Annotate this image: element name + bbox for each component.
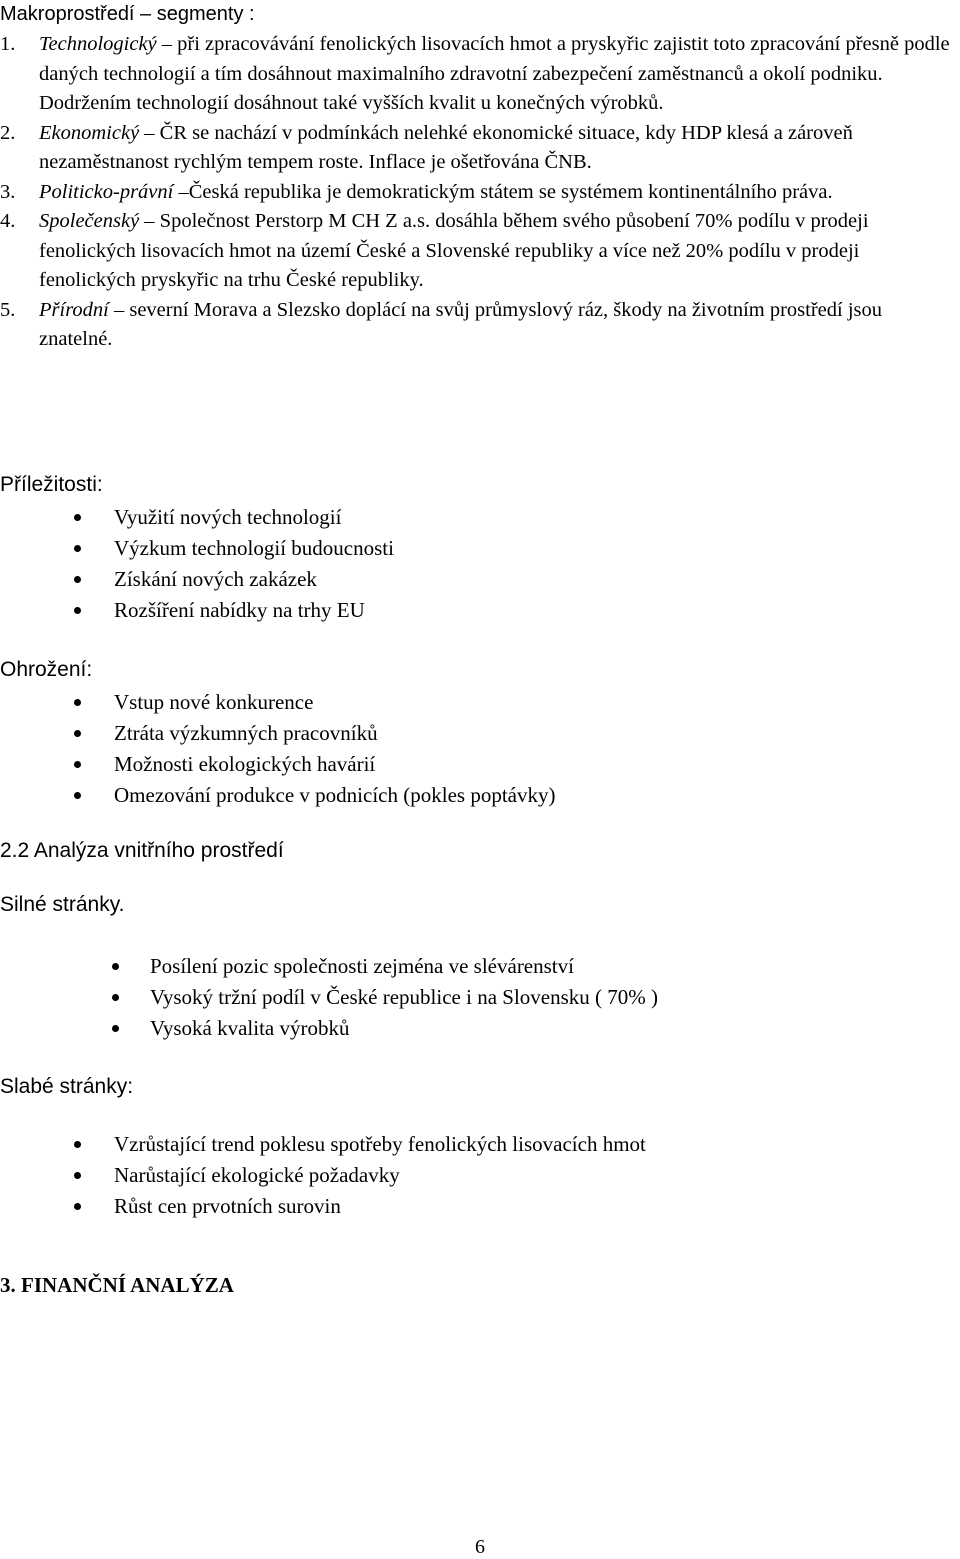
internal-analysis-heading: 2.2 Analýza vnitřního prostředí: [0, 839, 284, 862]
bullet-icon: [112, 1025, 119, 1032]
list-item-text: Vysoký tržní podíl v České republice i na Slovensku ( 70% ): [150, 985, 658, 1009]
list-item: [74, 1160, 646, 1191]
weaknesses-heading: Slabé stránky:: [0, 1075, 134, 1098]
bullet-icon: [74, 1203, 81, 1210]
segment-number: 2.: [0, 121, 16, 144]
threats-heading: Ohrožení:: [0, 658, 93, 681]
segment-item: [0, 119, 960, 178]
list-item-text: Posílení pozic společnosti zejména ve slévárenství: [150, 954, 574, 978]
strengths-heading: Silné stránky.: [0, 893, 125, 916]
list-item: [74, 1129, 646, 1160]
segment-separator: –: [108, 298, 130, 321]
segment-text: Česká republika je demokratickým státem se systémem kontinentálního práva.: [188, 180, 833, 203]
list-item-text: Vzrůstající trend poklesu spotřeby fenolických lisovacích hmot: [114, 1132, 646, 1156]
segment-item: [0, 207, 960, 296]
segment-text: Společnost Perstorp M CH Z a.s. dosáhla během svého působení 70% podílu v prodeji fenolických lisovacích hmot na území České a Slovenské republiky a více než 20% podílu v prodeji fenolických pryskyřic na trhu České republiky.: [39, 210, 869, 291]
list-item: [74, 687, 555, 718]
list-item-text: Získání nových zakázek: [114, 567, 317, 591]
segment-text: ČR se nachází v podmínkách nelehké ekonomické situace, kdy HDP klesá a zároveň nezaměstnanost rychlým tempem roste. Inflace je ošetřována ČNB.: [39, 121, 853, 173]
list-item: [112, 1013, 658, 1044]
strengths-list: [112, 951, 658, 1044]
segment-name: Přírodní: [39, 298, 109, 321]
segment-number: 5.: [0, 298, 16, 321]
segment-text: severní Morava a Slezsko doplácí na svůj průmyslový ráz, škody na životním prostředí jsou znatelné.: [39, 298, 883, 350]
segment-separator: –: [173, 180, 189, 203]
list-item: [74, 533, 394, 564]
opportunities-list: [74, 502, 394, 626]
list-item: [74, 780, 555, 811]
list-item-text: Narůstající ekologické požadavky: [114, 1163, 400, 1187]
list-item-text: Ztráta výzkumných pracovníků: [114, 721, 378, 745]
segment-number: 3.: [0, 180, 16, 203]
list-item: [74, 564, 394, 595]
list-item-text: Využití nových technologií: [114, 505, 342, 529]
segment-name: Politicko-právní: [39, 180, 174, 203]
segment-number: 1.: [0, 33, 16, 55]
segment-separator: –: [139, 210, 160, 232]
section-header: Makroprostředí – segmenty :: [0, 3, 255, 25]
segment-name: Společenský: [39, 210, 140, 232]
bullet-icon: [74, 607, 81, 614]
bullet-icon: [74, 576, 81, 583]
bullet-icon: [74, 1172, 81, 1179]
segment-item: [0, 296, 960, 355]
list-item-text: Omezování produkce v podnicích (pokles poptávky): [114, 783, 556, 807]
list-item: [112, 982, 658, 1013]
threats-list: [74, 687, 555, 811]
bullet-icon: [74, 1141, 81, 1148]
bullet-icon: [74, 730, 81, 737]
segment-item: [0, 178, 960, 208]
bullet-icon: [74, 792, 81, 799]
bullet-icon: [74, 699, 81, 706]
list-item: [74, 502, 394, 533]
list-item: [112, 951, 658, 982]
list-item-text: Výzkum technologií budoucnosti: [114, 536, 394, 560]
opportunities-heading: Příležitosti:: [0, 473, 103, 496]
segment-name: Ekonomický: [39, 121, 140, 144]
segment-name: Technologický: [39, 33, 157, 55]
list-item: [74, 749, 555, 780]
list-item-text: Rozšíření nabídky na trhy EU: [114, 598, 365, 622]
list-item-text: Vysoká kvalita výrobků: [150, 1016, 350, 1040]
bullet-icon: [112, 963, 119, 970]
segment-item: [0, 30, 960, 119]
weaknesses-list: [74, 1129, 646, 1222]
list-item-text: Růst cen prvotních surovin: [114, 1194, 341, 1218]
list-item: [74, 718, 555, 749]
bullet-icon: [74, 514, 81, 521]
list-item-text: Možnosti ekologických havárií: [114, 752, 376, 776]
list-item-text: Vstup nové konkurence: [114, 690, 314, 714]
page-number: 6: [475, 1536, 485, 1558]
segment-separator: –: [156, 33, 178, 55]
list-item: [74, 1191, 646, 1222]
list-item: [74, 595, 394, 626]
segment-separator: –: [139, 121, 160, 144]
segment-text: při zpracovávání fenolických lisovacích hmot a pryskyřic zajistit toto zpracování přesně podle daných technologií a tím dosáhnout maximalního zdravotní zabezpečení zaměstnanců a okolí podniku. Dodržením technologií dosáhnout také vyšších kvalit u konečných výrobků.: [39, 33, 950, 114]
bullet-icon: [74, 545, 81, 552]
bullet-icon: [74, 761, 81, 768]
financial-analysis-heading: 3. FINANČNÍ ANALÝZA: [0, 1273, 234, 1297]
bullet-icon: [112, 994, 119, 1001]
segment-number: 4.: [0, 210, 16, 232]
segment-list: [0, 30, 960, 355]
